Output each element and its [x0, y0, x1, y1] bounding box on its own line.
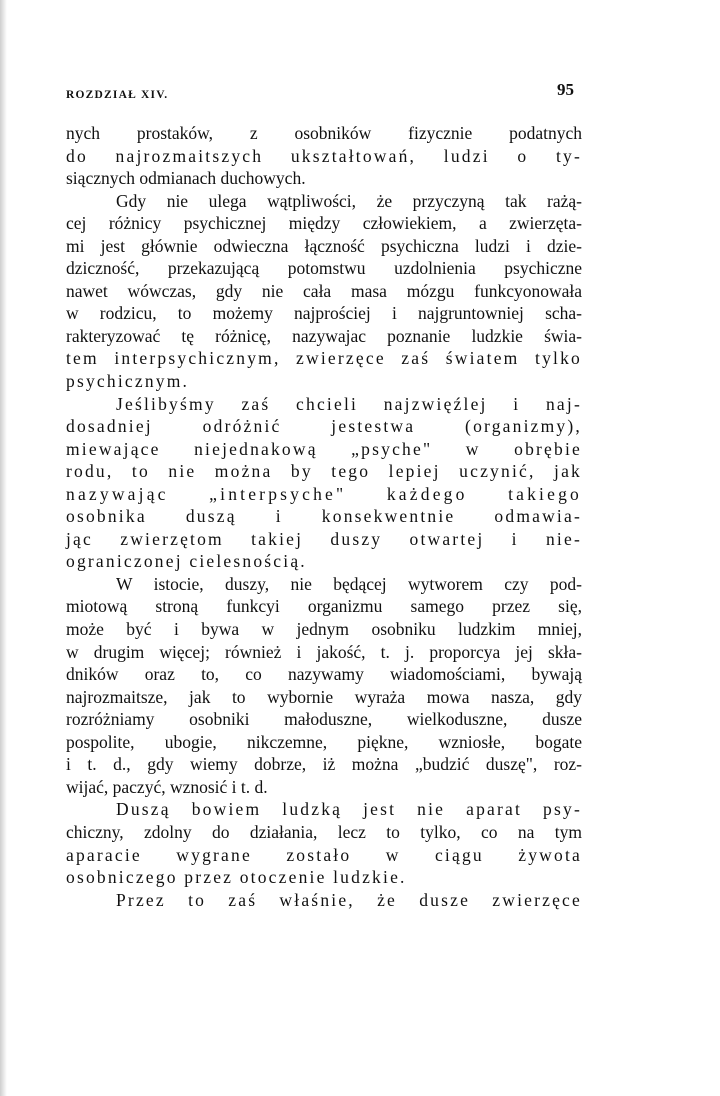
text-line: aparacie wygrane zostało w ciągu żywota [66, 844, 582, 865]
text-line: nazywając „interpsyche" każdego takiego [66, 483, 582, 504]
text-line: psychicznym. [66, 371, 190, 392]
text-line: i t. d., gdy wiemy dobrze, iż można „budzić duszę", roz- [66, 754, 582, 775]
text-line: rakteryzować tę różnicę, nazywajac poznanie ludzkie świa- [66, 325, 582, 346]
text-line: pospolite, ubogie, nikczemne, piękne, wzniosłe, bogate [66, 731, 582, 752]
text-line: do najrozmaitszych ukształtowań, ludzi o ty- [66, 145, 582, 166]
text-line: najrozmaitsze, jak to wybornie wyraża mowa nasza, gdy [66, 686, 582, 707]
text-line: dników oraz to, co nazywamy wiadomościami, bywają [66, 664, 582, 685]
text-line: Jeślibyśmy zaś chcieli najzwięźlej i naj- [116, 393, 582, 414]
text-line: cej różnicy psychicznej między człowiekiem, a zwierzęta- [66, 213, 582, 234]
text-line: miotową stroną funkcyi organizmu samego przez się, [66, 596, 582, 617]
text-line: jąc zwierzętom takiej duszy otwartej i nie- [66, 528, 582, 549]
text-line: osobniczego przez otoczenie ludzkie. [66, 867, 407, 888]
text-line: ograniczonej cielesnością. [66, 551, 307, 572]
text-line: chiczny, zdolny do działania, lecz to tylko, co na tym [66, 821, 582, 842]
text-line: rozróżniamy osobniki małoduszne, wielkoduszne, dusze [66, 709, 582, 730]
page-header [66, 80, 574, 104]
body-text [66, 122, 582, 911]
text-line: Gdy nie ulega wątpliwości, że przyczyną tak rażą- [116, 190, 582, 211]
text-line: nawet wówczas, gdy nie cała masa mózgu funkcyonowała [66, 280, 582, 301]
running-head: ROZDZIAŁ XIV. [66, 89, 169, 101]
text-line: dosadniej odróżnić jestestwa (organizmy), [66, 416, 582, 437]
text-line: rodu, to nie można by tego lepiej uczynić, jak [66, 461, 582, 482]
text-line: mi jest głównie odwieczna łączność psychiczna ludzi i dzie- [66, 235, 582, 256]
text-line: w drugim więcej; również i jakość, t. j. proporcya jej skła- [66, 641, 582, 662]
page-number: 95 [557, 80, 574, 99]
text-line: nych prostaków, z osobników fizycznie podatnych [66, 123, 582, 143]
text-line: osobnika duszą i konsekwentnie odmawia- [66, 506, 582, 527]
text-line: W istocie, duszy, nie będącej wytworem czy pod- [116, 573, 582, 594]
text-line: wijać, paczyć, wznosić i t. d. [66, 776, 268, 797]
text-line: miewające niejednakową „psyche" w obrębie [66, 438, 582, 459]
text-line: siącznych odmianach duchowych. [66, 168, 306, 189]
text-line: może być i bywa w jednym osobniku ludzkim mniej, [66, 619, 582, 640]
text-line: w rodzicu, to możemy najprościej i najgruntowniej scha- [66, 303, 582, 324]
page-gutter-shadow [0, 0, 7, 1096]
text-line: dziczność, przekazującą potomstwu uzdolnienia psychiczne [66, 258, 582, 279]
text-line: Przez to zaś właśnie, że dusze zwierzęce [116, 889, 582, 910]
text-line: tem interpsychicznym, zwierzęce zaś światem tylko [66, 348, 582, 369]
text-line: Duszą bowiem ludzką jest nie aparat psy- [116, 799, 582, 820]
